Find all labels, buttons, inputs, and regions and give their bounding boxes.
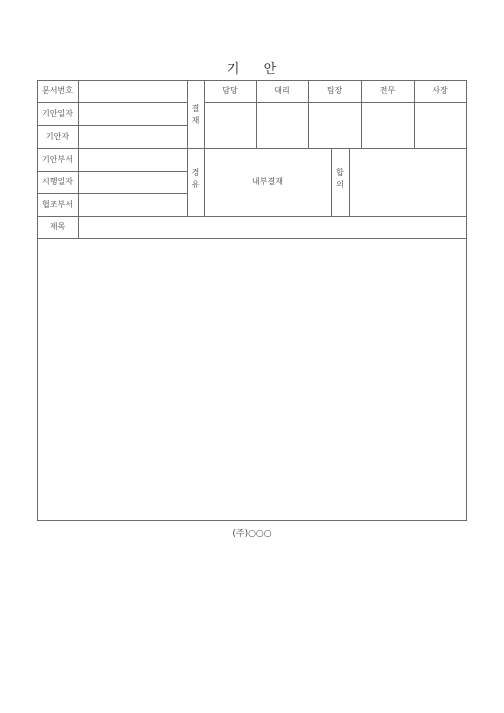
subject-label: 제목	[49, 222, 66, 231]
body-content-area[interactable]	[38, 239, 466, 520]
approval-sign-cell[interactable]	[415, 103, 466, 148]
routing-side-label	[187, 167, 204, 192]
routing-side-char-1: 경	[191, 168, 200, 177]
approval-side-label	[187, 103, 204, 128]
approval-sign-cell[interactable]	[205, 103, 256, 148]
routing-side-char-2: 유	[191, 180, 200, 190]
exec-date-label: 시행일자	[42, 177, 73, 186]
consult-side-label	[331, 167, 349, 192]
approval-col-header: 담당	[222, 86, 238, 95]
title-char-1: 기	[226, 62, 241, 77]
doc-number-field[interactable]	[79, 81, 186, 102]
approval-sign-cell[interactable]	[309, 103, 361, 148]
draft-dept-field[interactable]	[79, 149, 186, 171]
coop-dept-field[interactable]	[79, 194, 186, 216]
consult-field[interactable]	[350, 149, 466, 216]
company-footer: (주)○○○	[232, 529, 272, 539]
consult-side-char-1: 합	[336, 168, 344, 177]
doc-number-label: 문서번호	[42, 86, 73, 95]
draft-date-field[interactable]	[79, 103, 186, 125]
drafter-label: 기안자	[45, 132, 70, 141]
side-label-divider	[204, 80, 205, 217]
drafter-field[interactable]	[79, 126, 186, 148]
consult-side-char-2: 의	[336, 180, 344, 190]
approval-col-header: 팀장	[326, 86, 343, 95]
subject-field[interactable]	[79, 217, 466, 238]
title-char-2: 안	[263, 62, 278, 77]
draft-date-label: 기안일자	[42, 109, 73, 118]
frame-right-line	[466, 80, 467, 521]
approval-col-header: 전무	[379, 86, 396, 95]
left-block-divider	[187, 80, 188, 217]
exec-date-field[interactable]	[79, 172, 186, 193]
approval-col-header: 대리	[274, 86, 290, 95]
routing-value: 내부결재	[252, 177, 283, 186]
approval-side-char-2: 재	[191, 116, 200, 126]
approval-sign-cell[interactable]	[257, 103, 308, 148]
coop-dept-label: 협조부서	[42, 200, 73, 209]
approval-side-char-1: 결	[191, 104, 200, 113]
draft-dept-label: 기안부서	[42, 155, 73, 164]
approval-col-header: 사장	[432, 86, 448, 95]
frame-bottom-line	[37, 520, 467, 521]
approval-sign-cell[interactable]	[362, 103, 414, 148]
form-title	[0, 58, 504, 77]
